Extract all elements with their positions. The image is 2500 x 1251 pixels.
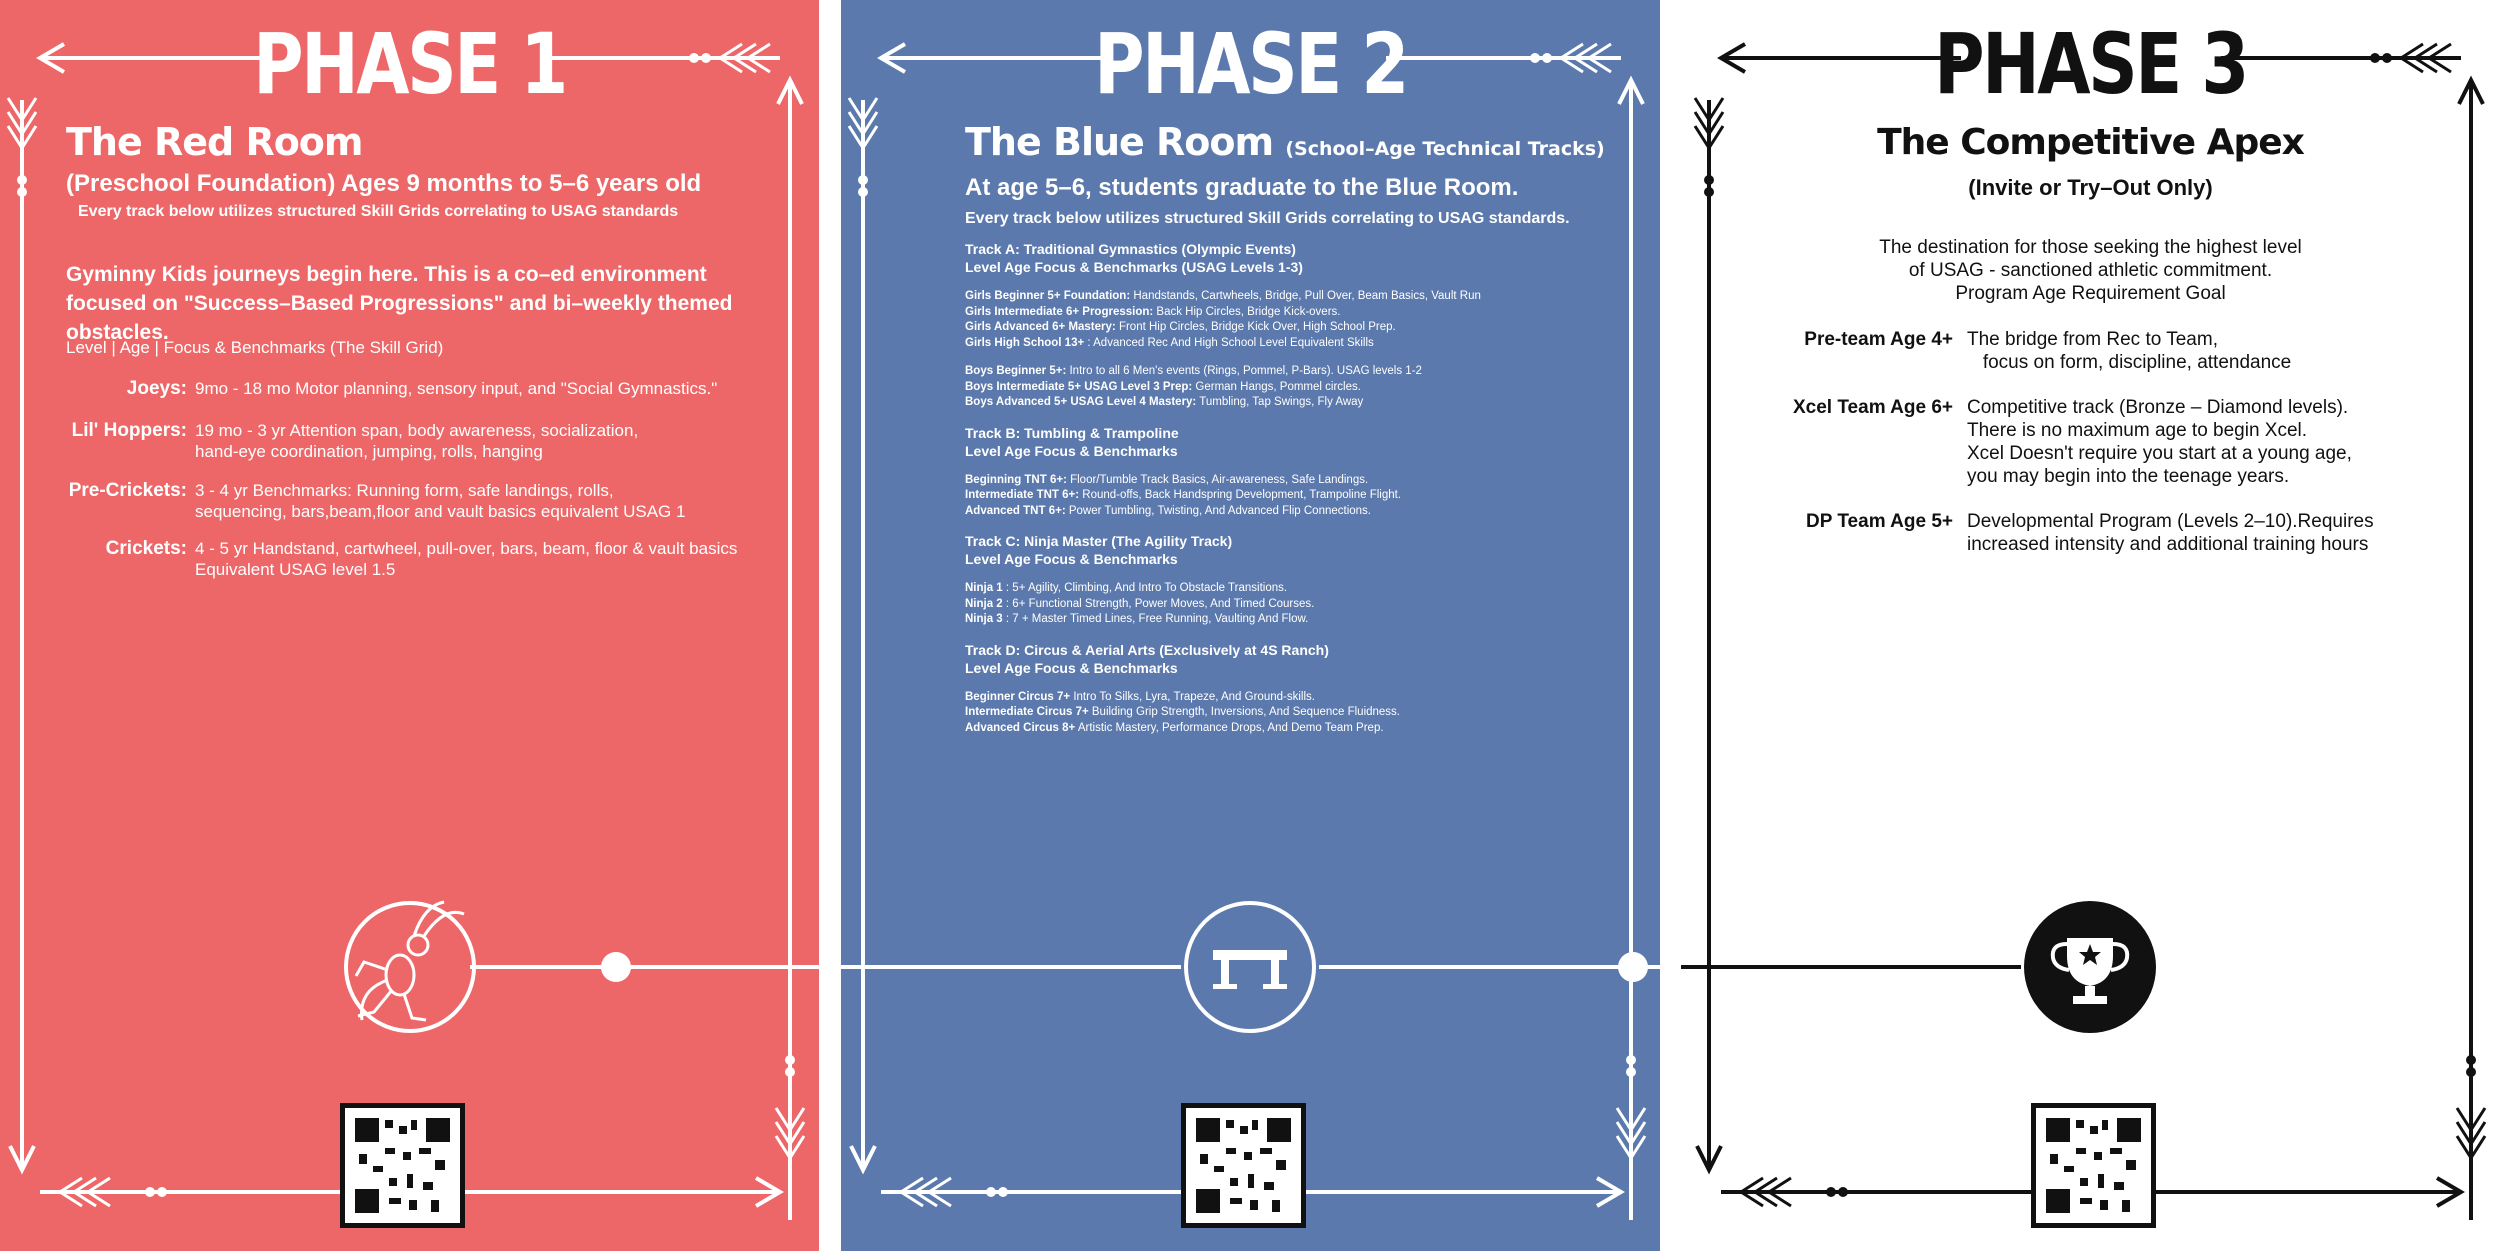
track-level-detail: : 6+ Functional Strength, Power Moves, And Timed Courses. [1002, 597, 1315, 610]
room-subtitle: (Invite or Try–Out Only) [1968, 175, 2213, 200]
level-row [68, 480, 686, 522]
standards-note: Every track below utilizes structured Skill Grids correlating to USAG standards. [965, 210, 1570, 227]
qr-code[interactable] [2031, 1103, 2156, 1228]
track-level-name: Girls Beginner 5+ Foundation: [965, 290, 1131, 302]
track-level-name: Girls High School 13+ [965, 336, 1085, 349]
level-detail: 9mo - 18 mo Motor planning, sensory input, and "Social Gymnastics." [195, 379, 718, 398]
qr-code[interactable] [1181, 1103, 1306, 1228]
level-label: Joeys: [126, 378, 187, 399]
room-title-text: The Blue Room [965, 120, 1274, 164]
track-level-name: Girls Intermediate 6+ Progression: [965, 305, 1154, 318]
track-level-name: Ninja 2 [965, 597, 1003, 610]
team-row [1793, 396, 2352, 488]
track-level-name: Advanced TNT 6+: [965, 504, 1066, 517]
team-label: Xcel Team Age 6+ [1793, 397, 1953, 418]
phase-title: PHASE 3 [1934, 15, 2247, 113]
level-label: Lil' Hoppers: [71, 420, 187, 441]
track-level-detail: : Advanced Rec And High School Level Equivalent Skills [1084, 336, 1374, 349]
phase-2-panel [841, 0, 1660, 1251]
qr-code[interactable] [340, 1103, 465, 1228]
track-level-name: Boys Beginner 5+: [965, 365, 1067, 377]
room-title: The Competitive Apex [1877, 122, 2304, 163]
track-level-detail: : 7 + Master Timed Lines, Free Running, Vaulting And Flow. [1002, 613, 1309, 625]
track-level-detail: Tumbling, Tap Swings, Fly Away [1196, 396, 1364, 408]
track-level-line [965, 289, 1625, 305]
track-level-name: Boys Intermediate 5+ USAG Level 3 Prep: [965, 380, 1193, 393]
track-level-detail: Floor/Tumble Track Basics, Air-awareness, Safe Landings. [1066, 473, 1369, 486]
team-row [1804, 328, 2292, 374]
track-title: Track B: Tumbling & Trampoline [965, 424, 1179, 441]
track-level-line [965, 473, 1625, 489]
track-level-name: Advanced Circus 8+ [965, 721, 1076, 734]
track-level-detail: German Hangs, Pommel circles. [1192, 380, 1361, 393]
track-block [965, 424, 1625, 520]
room-title: The Red Room [66, 120, 363, 164]
track-level-header: Level Age Focus & Benchmarks (USAG Levels 1-3) [965, 259, 1303, 275]
track-level-header: Level Age Focus & Benchmarks [965, 659, 1178, 676]
team-detail: Competitive track (Bronze – Diamond levels). [1967, 397, 2349, 418]
track-level-line [965, 504, 1625, 520]
track-level-line [965, 305, 1625, 321]
description-line: The destination for those seeking the highest level [1879, 237, 2302, 258]
team-label: DP Team Age 5+ [1806, 511, 1953, 532]
track-level-line [965, 380, 1625, 396]
team-detail: you may begin into the teenage years. [1967, 466, 2290, 487]
track-level-name: Ninja 1 [965, 582, 1003, 594]
level-row [126, 378, 718, 399]
team-detail: Developmental Program (Levels 2–10).Requires [1967, 511, 2374, 532]
description-line: of USAG - sanctioned athletic commitment. [1908, 260, 2273, 281]
level-row [71, 420, 639, 462]
level-detail: hand-eye coordination, jumping, rolls, hanging [195, 442, 543, 461]
team-label: Pre-team Age 4+ [1804, 329, 1953, 350]
track-level-detail: Power Tumbling, Twisting, And Advanced Flip Connections. [1065, 504, 1372, 517]
team-detail: increased intensity and additional training hours [1967, 534, 2369, 555]
team-detail: Xcel Doesn't require you start at a young age, [1967, 443, 2352, 464]
room-subtitle: At age 5–6, students graduate to the Blue Room. [965, 174, 1519, 201]
description [1681, 236, 2500, 305]
team-detail: The bridge from Rec to Team, [1967, 329, 2218, 350]
room-subtitle: (Preschool Foundation) Ages 9 months to 5–6 years old [66, 170, 702, 197]
phase-title: PHASE 2 [1094, 15, 1407, 113]
track-level-detail: Handstands, Cartwheels, Bridge, Pull Over, Beam Basics, Vault Run [1130, 290, 1481, 302]
track-level-header: Level Age Focus & Benchmarks [965, 442, 1178, 459]
track-level-line [965, 612, 1625, 628]
track-level-detail: Building Grip Strength, Inversions, And Sequence Fluidness. [1088, 706, 1401, 718]
track-level-detail: Artistic Mastery, Performance Drops, And Demo Team Prep. [1075, 721, 1384, 734]
phase-1-panel [0, 0, 819, 1251]
track-group [965, 473, 1625, 520]
track-level-name: Intermediate Circus 7+ [965, 706, 1089, 718]
level-detail: 4 - 5 yr Handstand, cartwheel, pull-over, bars, beam, floor & vault basics [195, 539, 738, 558]
level-header: Level | Age | Focus & Benchmarks (The Skill Grid) [66, 338, 444, 357]
level-detail: 19 mo - 3 yr Attention span, body awareness, socialization, [195, 421, 639, 440]
track-level-detail: Back Hip Circles, Bridge Kick-overs. [1153, 305, 1341, 318]
track-block [965, 240, 1625, 411]
team-detail: There is no maximum age to begin Xcel. [1967, 420, 2308, 441]
track-level-line [965, 336, 1625, 352]
track-level-name: Beginning TNT 6+: [965, 473, 1067, 486]
level-label: Pre-Crickets: [68, 480, 187, 501]
description-line: Program Age Requirement Goal [1955, 283, 2226, 304]
track-level-detail: Intro To Silks, Lyra, Trapeze, And Ground-skills. [1070, 690, 1315, 703]
track-group [965, 690, 1625, 737]
track-level-line [965, 364, 1625, 380]
track-level-name: Ninja 3 [965, 613, 1003, 625]
track-level-detail: Round-offs, Back Handspring Development, Trampoline Flight. [1079, 489, 1402, 501]
phase-3-panel [1681, 0, 2500, 1251]
qr-code-icon [2036, 1108, 2151, 1223]
tracks-list [965, 240, 1625, 749]
track-level-detail: : 5+ Agility, Climbing, And Intro To Obstacle Transitions. [1002, 582, 1288, 594]
track-title: Track A: Traditional Gymnastics (Olympic Events) [965, 241, 1296, 257]
level-row [105, 538, 738, 580]
intro-paragraph: Gyminny Kids journeys begin here. This is a co–ed environment focused on "Success–Based Progressions" and bi–weekly themed obstacles. [66, 263, 733, 344]
standards-note: Every track below utilizes structured Skill Grids correlating to USAG standards [78, 203, 679, 220]
track-group [965, 364, 1625, 411]
track-level-name: Intermediate TNT 6+: [965, 489, 1080, 501]
track-title: Track C: Ninja Master (The Agility Track) [965, 533, 1233, 549]
track-level-line [965, 721, 1625, 737]
team-row [1806, 510, 2374, 556]
track-level-line [965, 705, 1625, 721]
room-title-paren: (School–Age Technical Tracks) [1285, 138, 1605, 160]
track-block [965, 532, 1625, 628]
track-group [965, 289, 1625, 351]
track-level-line [965, 320, 1625, 336]
track-level-header: Level Age Focus & Benchmarks [965, 551, 1178, 567]
track-block [965, 641, 1625, 737]
track-level-line [965, 488, 1625, 504]
level-label: Crickets: [105, 538, 187, 559]
level-detail: Equivalent USAG level 1.5 [195, 560, 396, 579]
cricket-icon [356, 902, 464, 1020]
track-level-name: Girls Advanced 6+ Mastery: [965, 321, 1116, 333]
track-level-detail: Front Hip Circles, Bridge Kick Over, High School Prep. [1115, 321, 1396, 333]
track-level-line [965, 597, 1625, 613]
level-detail: sequencing, bars,beam,floor and vault basics equivalent USAG 1 [195, 502, 686, 521]
track-group [965, 581, 1625, 628]
qr-code-icon [345, 1108, 460, 1223]
team-detail: focus on form, discipline, attendance [1967, 352, 2292, 373]
track-level-line [965, 395, 1625, 411]
phase-title: PHASE 1 [253, 15, 566, 113]
qr-code-icon [1186, 1108, 1301, 1223]
track-level-name: Boys Advanced 5+ USAG Level 4 Mastery: [965, 396, 1197, 408]
balance-beam-icon [1213, 950, 1287, 989]
track-level-line [965, 690, 1625, 706]
track-title: Track D: Circus & Aerial Arts (Exclusively at 4S Ranch) [965, 641, 1329, 658]
track-level-line [965, 581, 1625, 597]
room-title [965, 120, 1605, 164]
level-detail: 3 - 4 yr Benchmarks: Running form, safe landings, rolls, [195, 481, 614, 500]
track-level-name: Beginner Circus 7+ [965, 690, 1071, 703]
track-level-detail: Intro to all 6 Men's events (Rings, Pommel, P-Bars). USAG levels 1-2 [1066, 365, 1422, 377]
